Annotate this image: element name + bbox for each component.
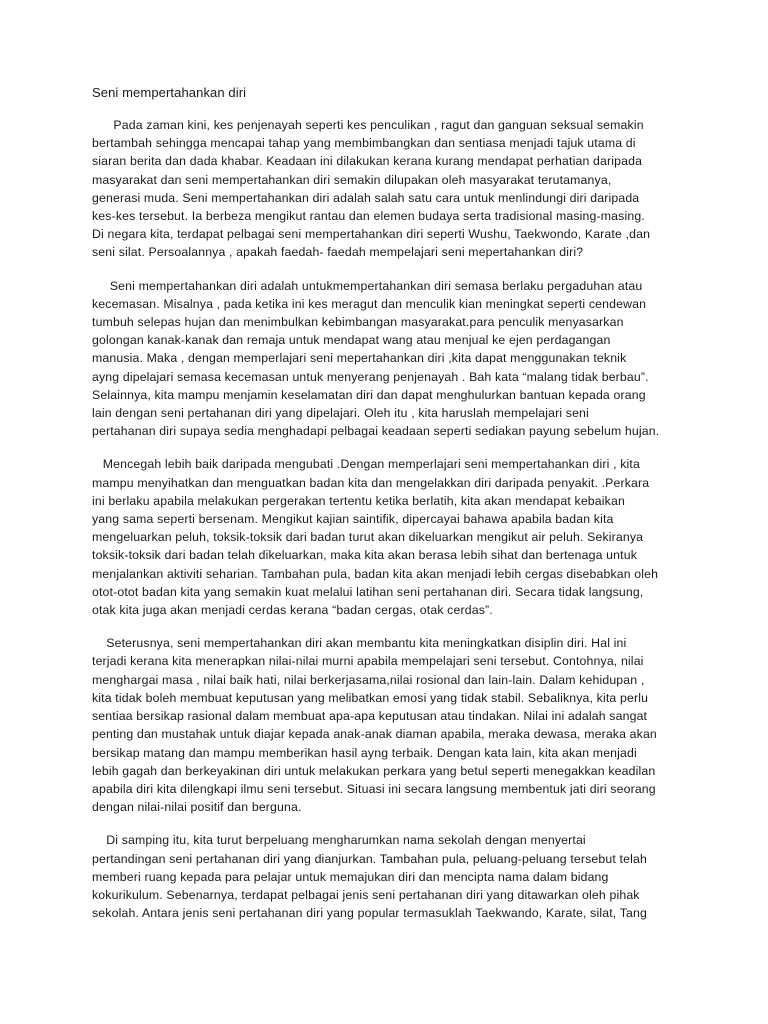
text-line: apabila diri kita dilengkapi ilmu seni tersebut. Situasi ini secara langsung membentuk jati diri seorang <box>92 781 656 796</box>
text-line: Pada zaman kini, kes penjenayah seperti kes penculikan , ragut dan ganguan seksual semakin <box>92 118 644 132</box>
document-body <box>92 116 672 922</box>
text-line: sentiaa bersikap rasional dalam membuat apa-apa keputusan atau tindakan. Nilai ini adalah sangat <box>92 709 648 724</box>
text-line: Di samping itu, kita turut berpeluang mengharumkan nama sekolah dengan menyertai <box>92 833 586 848</box>
text-line: mampu menyihatkan dan menguatkan badan kita dan mengelakkan diri daripada penyakit. .Perkara <box>92 475 650 490</box>
text-line: otak kita juga akan menjadi cerdas kerana “badan cergas, otak cerdas”. <box>92 603 493 618</box>
paragraph <box>92 116 672 262</box>
text-line: mengeluarkan peluh, toksik-toksik dari badan turut akan dikeluarkan mengikut air peluh. Sekiranya <box>92 530 644 545</box>
text-line: kes-kes tersebut. Ia berbeza mengikut rantau dan elemen budaya serta tradisional masing-masing. <box>92 209 645 224</box>
text-line: masyarakat dan seni mempertahankan diri semakin dilupakan oleh masyarakat terutamanya, <box>92 172 612 187</box>
text-line: lebih gagah dan berkeyakinan diri untuk melakukan perkara yang betul seperti menegakkan keadilan <box>92 763 656 778</box>
text-line: penting dan mustahak untuk diajar kepada anak-anak diaman apabila, meraka dewasa, meraka akan <box>92 727 657 742</box>
text-line: terjadi kerana kita menerapkan nilai-nilai murni apabila mempelajari seni tersebut. Contohnya, nilai <box>92 654 644 669</box>
text-line: dengan nilai-nilai positif dan berguna. <box>92 800 302 815</box>
text-line: ini berlaku apabila melakukan pergerakan tertentu ketika berlatih, kita akan mendapat kebaikan <box>92 493 625 508</box>
text-line: bersikap matang dan mampu memberikan hasil ayng terbaik. Dengan kata lain, kita akan menjadi <box>92 745 637 760</box>
text-line: kokurikulum. Sebenarnya, terdapat pelbagai jenis seni pertahanan diri yang ditawarkan oleh pihak <box>92 887 640 902</box>
text-line: seni silat. Persoalannya , apakah faedah- faedah mempelajari seni mepertahankan diri? <box>92 245 584 260</box>
text-line: menjalankan aktiviti seharian. Tambahan pula, badan kita akan menjadi lebih cergas disebabkan oleh <box>92 566 659 581</box>
text-line: yang sama seperti bersenam. Mengikut kajian saintifik, dipercayai bahawa apabila badan kita <box>92 512 614 527</box>
text-line: otot-otot badan kita yang semakin kuat melalui latihan seni pertahanan diri. Secara tidak langsung, <box>92 584 644 599</box>
text-line: Seni mempertahankan diri adalah untukmempertahankan diri semasa berlaku pergaduhan atau <box>92 278 643 293</box>
text-line: generasi muda. Seni mempertahankan diri adalah salah satu cara untuk menlindungi diri daripada <box>92 190 640 205</box>
text-line: Selainnya, kita mampu menjamin keselamatan diri dan dapat menghulurkan bantuan kepada orang <box>92 387 646 402</box>
text-line: memberi ruang kepada para pelajar untuk memajukan diri dan mencipta nama dalam bidang <box>92 869 609 884</box>
paragraph <box>92 831 672 922</box>
document-title: Seni mempertahankan diri <box>92 85 247 100</box>
text-line: Mencegah lebih baik daripada mengubati .Dengan memperlajari seni mempertahankan diri , kita <box>92 457 640 472</box>
text-line: kita tidak boleh membuat keputusan yang melibatkan emosi yang tidak stabil. Sebaliknya, kita perlu <box>92 690 649 705</box>
text-line: toksik-toksik dari badan telah dikeluarkan, maka kita akan berasa lebih sihat dan bertenaga untuk <box>92 548 638 563</box>
text-line: Seterusnya, seni mempertahankan diri akan membantu kita meningkatkan disiplin diri. Hal ini <box>92 636 627 651</box>
paragraph <box>92 277 672 441</box>
text-line: Di negara kita, terdapat pelbagai seni mempertahankan diri seperti Wushu, Taekwondo, Karate ,dan <box>92 227 651 242</box>
text-line: pertahanan diri supaya sedia menghadapi pelbagai keadaan seperti sediakan payung sebelum hujan. <box>92 424 660 439</box>
text-line: lain dengan seni pertahanan diri yang dipelajari. Oleh itu , kita haruslah mempelajari seni <box>92 406 589 421</box>
text-line: kecemasan. Misalnya , pada ketika ini kes meragut dan menculik kian meningkat seperti cendewan <box>92 296 647 311</box>
paragraph <box>92 455 672 619</box>
text-line: manusia. Maka , dengan memperlajari seni mepertahankan diri ,kita dapat menggunakan teknik <box>92 351 627 366</box>
text-line: siaran berita dan dada khabar. Keadaan ini dilakukan kerana kurang mendapat perhatian daripada <box>92 154 643 169</box>
text-line: sekolah. Antara jenis seni pertahanan diri yang popular termasuklah Taekwando, Karate, silat, Tang <box>92 906 647 921</box>
text-line: pertandingan seni pertahanan diri yang dianjurkan. Tambahan pula, peluang-peluang tersebut telah <box>92 851 647 866</box>
text-line: golongan kanak-kanak dan remaja untuk mendapat wang atau menjual ke ejen perdagangan <box>92 333 611 348</box>
text-line: ayng dipelajari semasa kecemasan untuk menyerang penjenayah . Bah kata “malang tidak berbau”. <box>92 369 649 384</box>
paragraph <box>92 634 672 816</box>
text-line: tumbuh selepas hujan dan menimbulkan kebimbangan masyarakat.para penculik menyasarkan <box>92 315 624 330</box>
text-line: menghargai masa , nilai baik hati, nilai berkerjasama,nilai rosional dan lain-lain. Dalam kehidupan , <box>92 672 645 687</box>
text-line: bertambah sehingga mencapai tahap yang membimbangkan dan sentiasa menjadi tajuk utama di <box>92 136 636 151</box>
